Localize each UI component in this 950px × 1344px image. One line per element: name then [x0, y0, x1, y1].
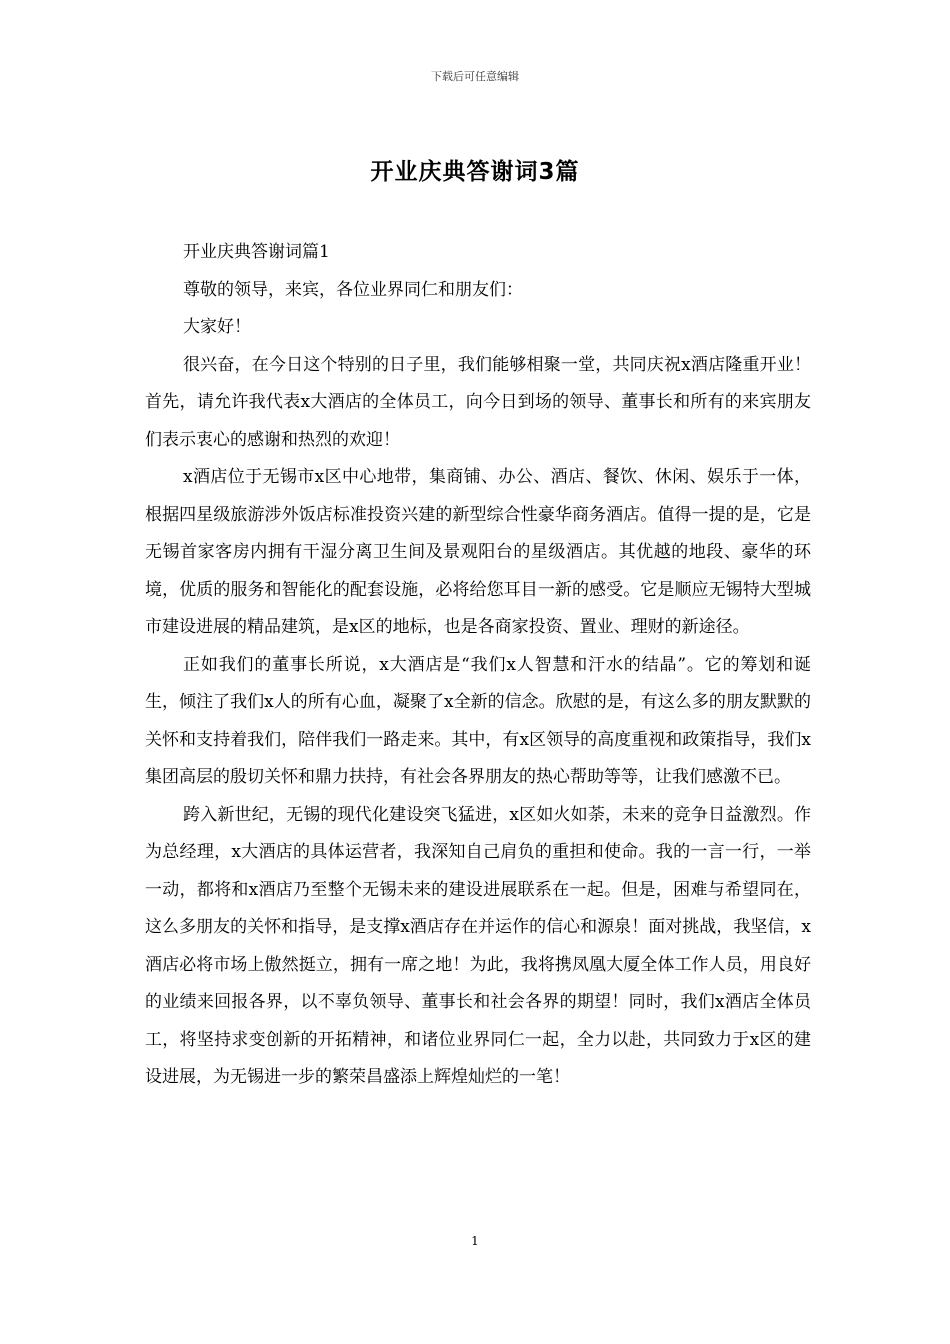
paragraph: 很兴奋，在今日这个特别的日子里，我们能够相聚一堂，共同庆祝x酒店隆重开业！首先，请允许我代表x大酒店的全体员工，向今日到场的领导、董事长和所有的来宾朋友们表示衷心的感谢和热烈的欢迎！: [145, 354, 811, 450]
paragraph: 正如我们的董事长所说，x大酒店是“我们x人智慧和汗水的结晶”。它的筹划和诞生，倾注了我们x人的所有心血，凝聚了x全新的信念。欣慰的是，有这么多的朋友默默的关怀和支持着我们，陪伴我们一路走来。其中，有x区领导的高度重视和政策指导，我们x集团高层的殷切关怀和鼎力扶持，有社会各界朋友的热心帮助等等，让我们感激不已。: [145, 654, 811, 787]
paragraph: x酒店位于无锡市x区中心地带，集商铺、办公、酒店、餐饮、休闲、娱乐于一体，根据四星级旅游涉外饭店标准投资兴建的新型综合性豪华商务酒店。值得一提的是，它是无锡首家客房内拥有干湿分离卫生间及景观阳台的星级酒店。其优越的地段、豪华的环境，优质的服务和智能化的配套设施，必将给您耳目一新的感受。它是顺应无锡特大型城市建设进展的精品建筑，是x区的地标，也是各商家投资、置业、理财的新途径。: [145, 467, 811, 637]
section-heading: 开业庆典答谢词篇1: [183, 242, 330, 262]
salutation: 尊敬的领导，来宾，各位业界同仁和朋友们：: [183, 279, 523, 300]
document-body: [145, 234, 811, 1097]
page-number: 1: [471, 1234, 479, 1248]
paragraph: 跨入新世纪，无锡的现代化建设突飞猛进，x区如火如荼，未来的竞争日益激烈。作为总经理，x大酒店的具体运营者，我深知自己肩负的重担和使命。我的一言一行，一举一动，都将和x酒店乃至整个无锡未来的建设进展联系在一起。但是，困难与希望同在，这么多朋友的关怀和指导，是支撑x酒店存在并运作的信心和源泉！面对挑战，我坚信，x酒店必将市场上傲然挺立，拥有一席之地！为此，我将携凤凰大厦全体工作人员，用良好的业绩来回报各界，以不辜负领导、董事长和社会各界的期望！同时，我们x酒店全体员工，将坚持求变创新的开拓精神，和诸位业界同仁一起，全力以赴，共同致力于x区的建设进展，为无锡进一步的繁荣昌盛添上辉煌灿烂的一笔！: [145, 804, 811, 1087]
document-title: 开业庆典答谢词3篇: [370, 159, 580, 185]
greeting: 大家好！: [183, 317, 251, 337]
header-note: 下载后可任意编辑: [431, 70, 519, 83]
